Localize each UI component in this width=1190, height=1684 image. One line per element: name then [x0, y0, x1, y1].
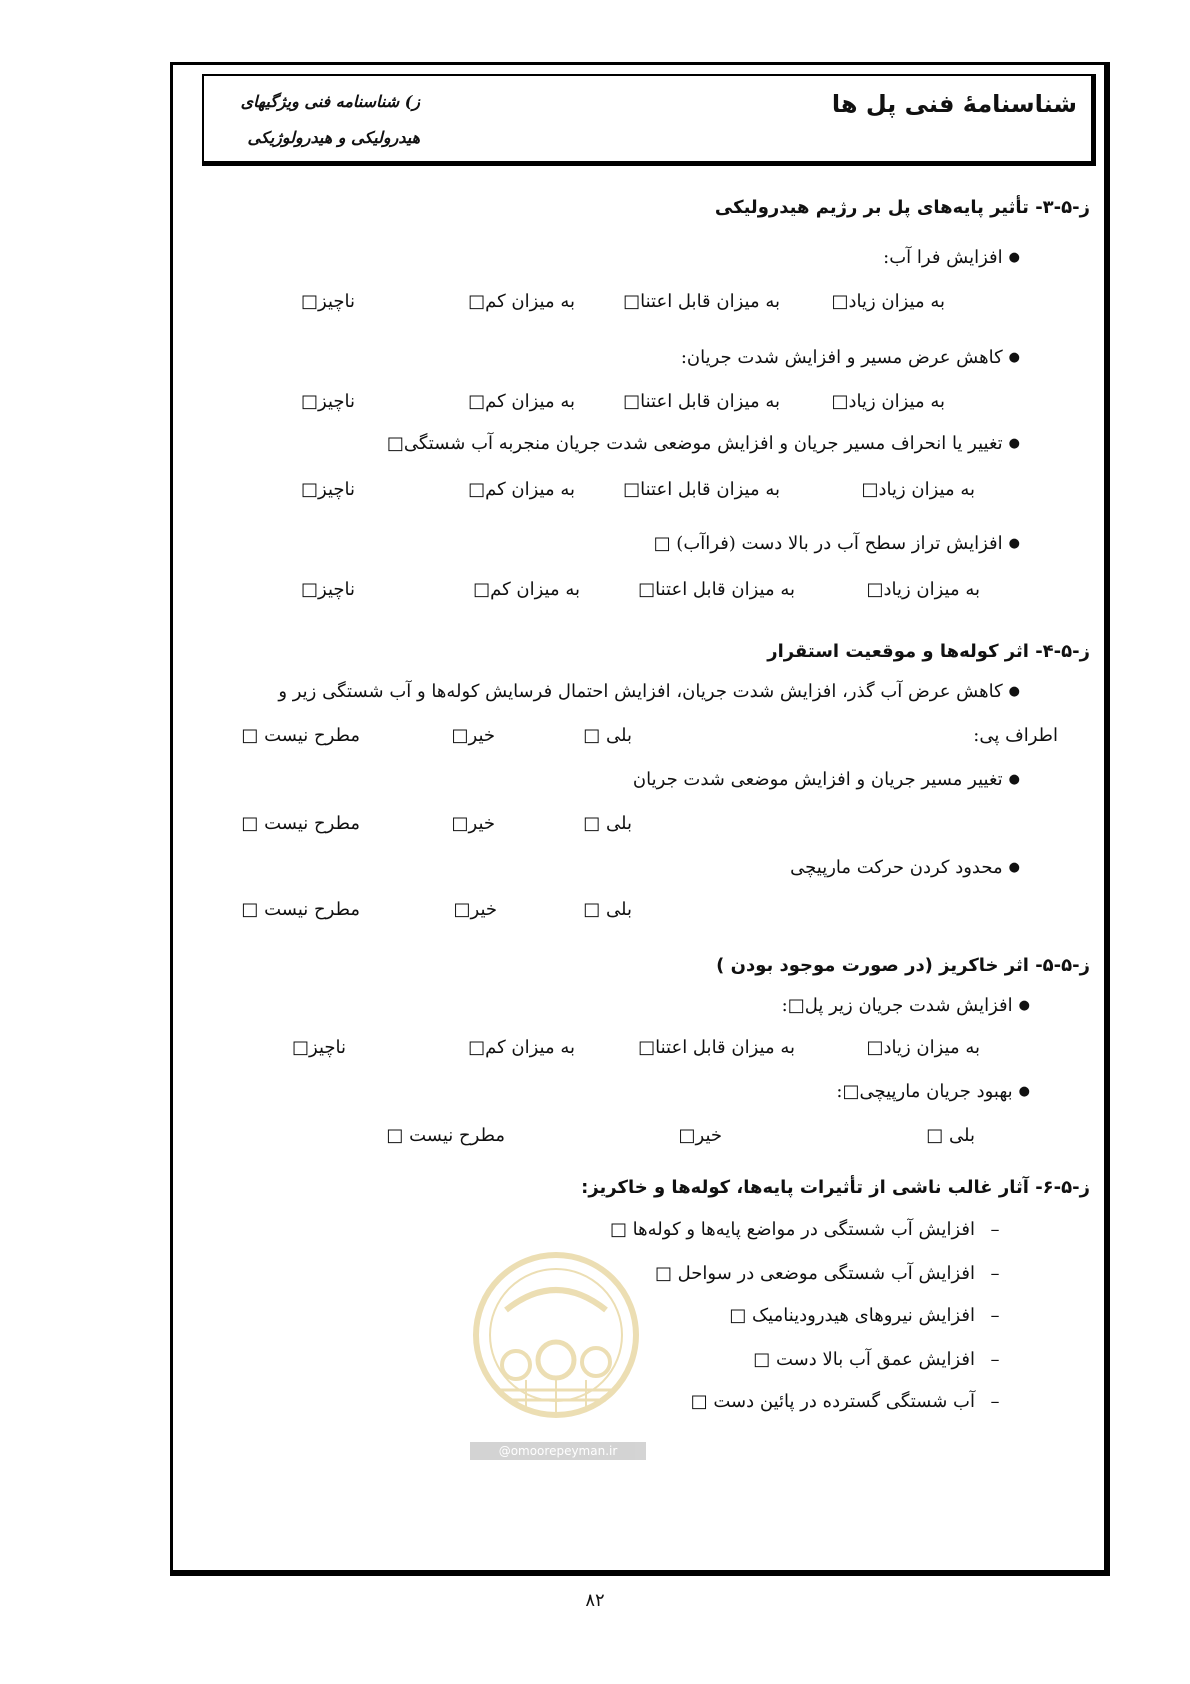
effect-item[interactable]: – افزایش عمق آب بالا دست □ [753, 1348, 1015, 1372]
section-heading-6: ز-۵-۶- آثار غالب ناشی از تأثیرات پایه‌ها، کوله‌ها و خاکریز: [581, 1177, 1090, 1198]
effect-item[interactable]: – افزایش نیروهای هیدرودینامیک □ [729, 1304, 1015, 1328]
option-high[interactable]: به میزان زیاد□ [861, 479, 975, 500]
option-low[interactable]: به میزان کم□ [468, 479, 575, 500]
item-label: ● افزایش شدت جریان زیر پل□: [782, 994, 1030, 1020]
option-no[interactable]: خیر□ [453, 899, 497, 920]
section-heading-5: ز-۵-۵- اثر خاکریز (در صورت موجود بودن ) [716, 955, 1090, 976]
item-label: ● بهبود جریان مارپیچی□: [836, 1080, 1030, 1106]
option-yes[interactable]: بلی □ [583, 813, 632, 834]
watermark-seal-icon [466, 1250, 646, 1420]
watermark-text: @omoorepeyman.ir [470, 1442, 646, 1460]
option-negligible[interactable]: ناچیز□ [301, 579, 355, 600]
chapter-subtitle-line1: ز) شناسنامه فنی ویژگیهای [240, 92, 420, 111]
header-box [202, 74, 1096, 166]
option-yes[interactable]: بلی □ [926, 1125, 975, 1146]
effect-item[interactable]: – آب شستگی گسترده در پائین دست □ [691, 1390, 1015, 1414]
option-low[interactable]: به میزان کم□ [468, 1037, 575, 1058]
option-negligible[interactable]: ناچیز□ [292, 1037, 346, 1058]
option-not-applicable[interactable]: مطرح نیست □ [241, 813, 360, 834]
option-yes[interactable]: بلی □ [583, 899, 632, 920]
page-number: ۸۲ [585, 1590, 605, 1611]
item-label-continued: اطراف پی: [973, 725, 1058, 746]
option-negligible[interactable]: ناچیز□ [301, 391, 355, 412]
item-label: ● کاهش عرض آب گذر، افزایش شدت جریان، افزایش احتمال فرسایش کوله‌ها و آب شستگی زیر و [278, 680, 1020, 706]
effect-item[interactable]: – افزایش آب شستگی در مواضع پایه‌ها و کوله‌ها □ [610, 1218, 1015, 1242]
option-high[interactable]: به میزان زیاد□ [831, 291, 945, 312]
option-considerable[interactable]: به میزان قابل اعتنا□ [623, 479, 780, 500]
item-label: ● تغییر مسیر جریان و افزایش موضعی شدت جریان [633, 768, 1020, 794]
section-heading-3: ز-۵-۳- تأثیر پایه‌های پل بر رژیم هیدرولیکی [714, 197, 1090, 218]
option-yes[interactable]: بلی □ [583, 725, 632, 746]
option-not-applicable[interactable]: مطرح نیست □ [386, 1125, 505, 1146]
option-low[interactable]: به میزان کم□ [468, 291, 575, 312]
option-negligible[interactable]: ناچیز□ [301, 479, 355, 500]
option-no[interactable]: خیر□ [451, 725, 495, 746]
option-low[interactable]: به میزان کم□ [473, 579, 580, 600]
option-considerable[interactable]: به میزان قابل اعتنا□ [638, 1037, 795, 1058]
option-high[interactable]: به میزان زیاد□ [831, 391, 945, 412]
option-not-applicable[interactable]: مطرح نیست □ [241, 899, 360, 920]
option-low[interactable]: به میزان کم□ [468, 391, 575, 412]
item-label: ● افزایش تراز سطح آب در بالا دست (فراآب) □ [654, 532, 1020, 558]
item-label: ● محدود کردن حرکت مارپیچی [790, 856, 1020, 882]
option-high[interactable]: به میزان زیاد□ [866, 1037, 980, 1058]
option-high[interactable]: به میزان زیاد□ [866, 579, 980, 600]
option-considerable[interactable]: به میزان قابل اعتنا□ [623, 291, 780, 312]
option-no[interactable]: خیر□ [451, 813, 495, 834]
option-considerable[interactable]: به میزان قابل اعتنا□ [638, 579, 795, 600]
item-label: ● تغییر یا انحراف مسیر جریان و افزایش موضعی شدت جریان منجربه آب شستگی□ [387, 432, 1020, 458]
effect-item[interactable]: – افزایش آب شستگی موضعی در سواحل □ [655, 1262, 1015, 1286]
option-not-applicable[interactable]: مطرح نیست □ [241, 725, 360, 746]
item-label: ● کاهش عرض مسیر و افزایش شدت جریان: [681, 346, 1020, 372]
chapter-subtitle-line2: هیدرولیکی و هیدرولوژیکی [247, 128, 420, 147]
option-considerable[interactable]: به میزان قابل اعتنا□ [623, 391, 780, 412]
option-negligible[interactable]: ناچیز□ [301, 291, 355, 312]
section-heading-4: ز-۵-۴- اثر کوله‌ها و موقعیت استقرار [767, 641, 1090, 662]
option-no[interactable]: خیر□ [678, 1125, 722, 1146]
item-label: ● افزایش فرا آب: [883, 246, 1020, 272]
page-title: شناسنامهٔ فنی پل ها [831, 90, 1077, 118]
